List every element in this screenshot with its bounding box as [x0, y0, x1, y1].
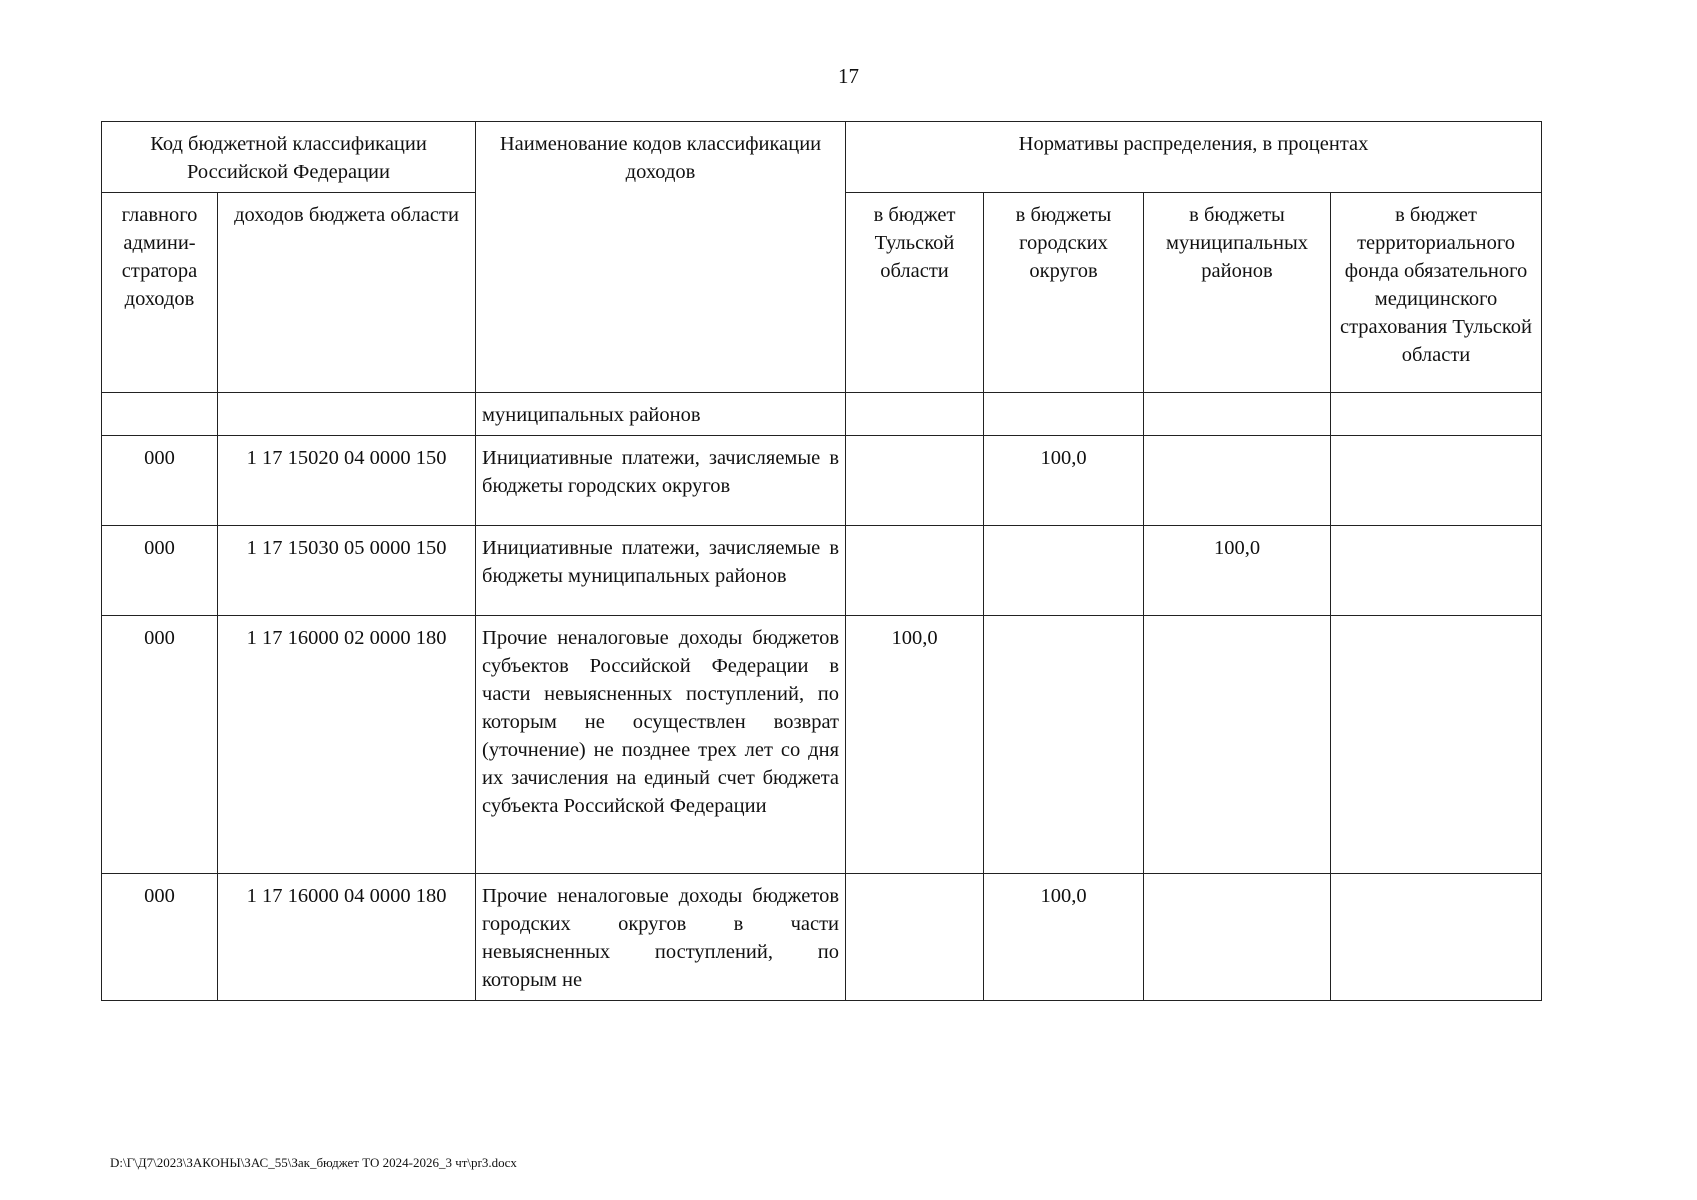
cell-code: 1 17 15030 05 0000 150 [218, 526, 476, 616]
cell-code: 1 17 15020 04 0000 150 [218, 436, 476, 526]
header-norms-group: Нормативы распределения, в процентах [846, 122, 1542, 193]
table-row [102, 874, 1542, 1001]
cell-municipal: 100,0 [1144, 526, 1331, 616]
cell-municipal [1144, 874, 1331, 1001]
cell-city [984, 616, 1144, 874]
table-row [102, 436, 1542, 526]
cell-code: 1 17 16000 02 0000 180 [218, 616, 476, 874]
cell-tfoms [1331, 393, 1542, 436]
header-income-code: доходов бюджета области [218, 193, 476, 393]
cell-city: 100,0 [984, 874, 1144, 1001]
cell-oblast [846, 874, 984, 1001]
budget-norms-table [101, 121, 1542, 1001]
cell-tfoms [1331, 616, 1542, 874]
cell-oblast [846, 436, 984, 526]
header-municipal: в бюджеты муниципальных районов [1144, 193, 1331, 393]
cell-municipal [1144, 616, 1331, 874]
cell-name: Прочие неналоговые доходы бюджетов субъектов Российской Федерации в части невыясненных поступлений, по которым не осуществлен возврат (уточнение) не позднее трех лет со дня их зачисления на единый счет бюджета субъекта Российской Федерации [476, 616, 846, 874]
cell-code: 1 17 16000 04 0000 180 [218, 874, 476, 1001]
header-name-group: Наименование кодов классификации доходов [476, 122, 846, 393]
cell-name: Прочие неналоговые доходы бюджетов городских округов в части невыясненных поступлений, по которым не [476, 874, 846, 1001]
cell-oblast [846, 526, 984, 616]
cell-city [984, 526, 1144, 616]
cell-admin: 000 [102, 616, 218, 874]
cell-oblast [846, 393, 984, 436]
cell-name: муниципальных районов [476, 393, 846, 436]
cell-city [984, 393, 1144, 436]
cell-municipal [1144, 393, 1331, 436]
footer-file-path: D:\Г\Д7\2023\ЗАКОНЫ\ЗАС_55\Зак_бюджет ТО 2024-2026_3 чт\pr3.docx [110, 1155, 517, 1170]
table-row [102, 526, 1542, 616]
cell-municipal [1144, 436, 1331, 526]
cell-admin [102, 393, 218, 436]
header-city: в бюджеты городских округов [984, 193, 1144, 393]
table-header-row [102, 122, 1542, 193]
cell-tfoms [1331, 874, 1542, 1001]
cell-code [218, 393, 476, 436]
header-kbk-group: Код бюджетной классификации Российской Федерации [102, 122, 476, 193]
cell-city: 100,0 [984, 436, 1144, 526]
page-number: 17 [838, 64, 859, 88]
table-row [102, 616, 1542, 874]
cell-admin: 000 [102, 526, 218, 616]
table-row [102, 393, 1542, 436]
cell-admin: 000 [102, 436, 218, 526]
header-oblast: в бюджет Тульской области [846, 193, 984, 393]
cell-admin: 000 [102, 874, 218, 1001]
cell-name: Инициативные платежи, зачисляемые в бюджеты муниципальных районов [476, 526, 846, 616]
cell-name: Инициативные платежи, зачисляемые в бюджеты городских округов [476, 436, 846, 526]
cell-tfoms [1331, 526, 1542, 616]
cell-tfoms [1331, 436, 1542, 526]
header-tfoms: в бюджет территориального фонда обязательного медицинского страхования Тульской области [1331, 193, 1542, 393]
cell-oblast: 100,0 [846, 616, 984, 874]
header-admin: главного админи-стратора доходов [102, 193, 218, 393]
